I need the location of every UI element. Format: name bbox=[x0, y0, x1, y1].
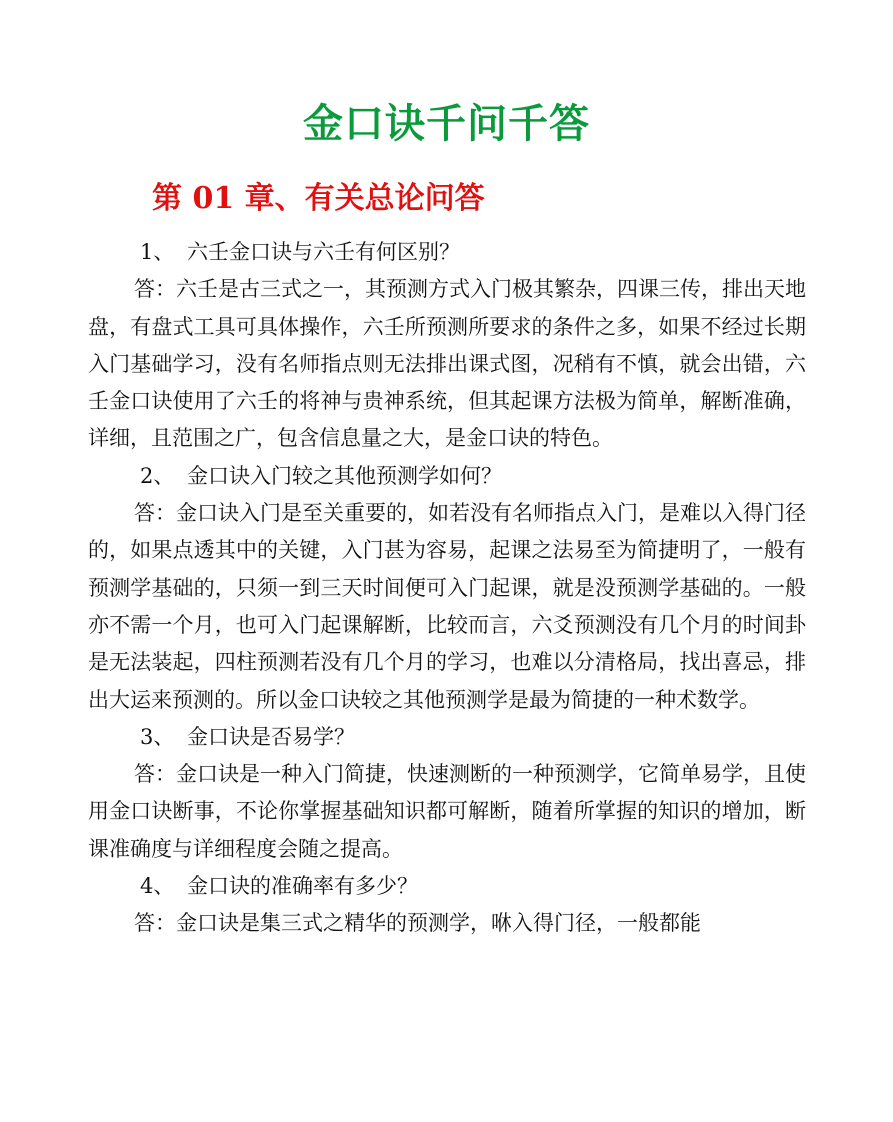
question-text: 六壬金口诀与六壬有何区别？ bbox=[187, 240, 460, 264]
question-number: 2、 bbox=[140, 463, 175, 488]
qa-content bbox=[88, 234, 806, 943]
chapter-title: 第 01 章、有关总论问答 bbox=[152, 181, 485, 216]
question-2 bbox=[88, 458, 806, 495]
document-title: 金口诀千问千答 bbox=[303, 101, 590, 147]
question-text: 金口诀是否易学？ bbox=[187, 724, 355, 749]
question-number: 3、 bbox=[140, 724, 175, 749]
question-1 bbox=[88, 234, 806, 271]
question-4 bbox=[88, 868, 806, 905]
question-text: 金口诀的准确率有多少？ bbox=[187, 874, 418, 899]
answer-1: 答：六壬是古三式之一，其预测方式入门极其繁杂，四课三传，排出天地盘，有盘式工具可具体操作，六壬所预测所要求的条件之多，如果不经过长期入门基础学习，没有名师指点则无法排出课式图，况稍有不慎，就会出错，六壬金口诀使用了六壬的将神与贵神系统，但其起课方法极为简单，解断准确，详细，且范围之广，包含信息量之大，是金口诀的特色。 bbox=[88, 277, 806, 451]
question-text: 金口诀入门较之其他预测学如何？ bbox=[187, 463, 502, 488]
question-3 bbox=[88, 719, 806, 756]
answer-4: 答：金口诀是集三式之精华的预测学，咻入得门径，一般都能 bbox=[134, 911, 701, 936]
answer-3: 答：金口诀是一种入门简捷，快速测断的一种预测学，它简单易学，且使用金口诀断事，不论你掌握基础知识都可解断，随着所掌握的知识的增加，断课准确度与详细程度会随之提高。 bbox=[88, 762, 806, 861]
question-number: 1、 bbox=[140, 240, 175, 264]
question-number: 4、 bbox=[140, 874, 175, 899]
answer-2: 答：金口诀入门是至关重要的，如若没有名师指点入门，是难以入得门径的，如果点透其中的关键，入门甚为容易，起课之法易至为简捷明了，一般有预测学基础的，只须一到三天时间便可入门起课，就是没预测学基础的。一般亦不需一个月，也可入门起课解断，比较而言，六爻预测没有几个月的时间卦是无法装起，四柱预测若没有几个月的学习，也难以分清格局，找出喜忌，排出大运来预测的。所以金口诀较之其他预测学是最为简捷的一种术数学。 bbox=[88, 501, 806, 712]
